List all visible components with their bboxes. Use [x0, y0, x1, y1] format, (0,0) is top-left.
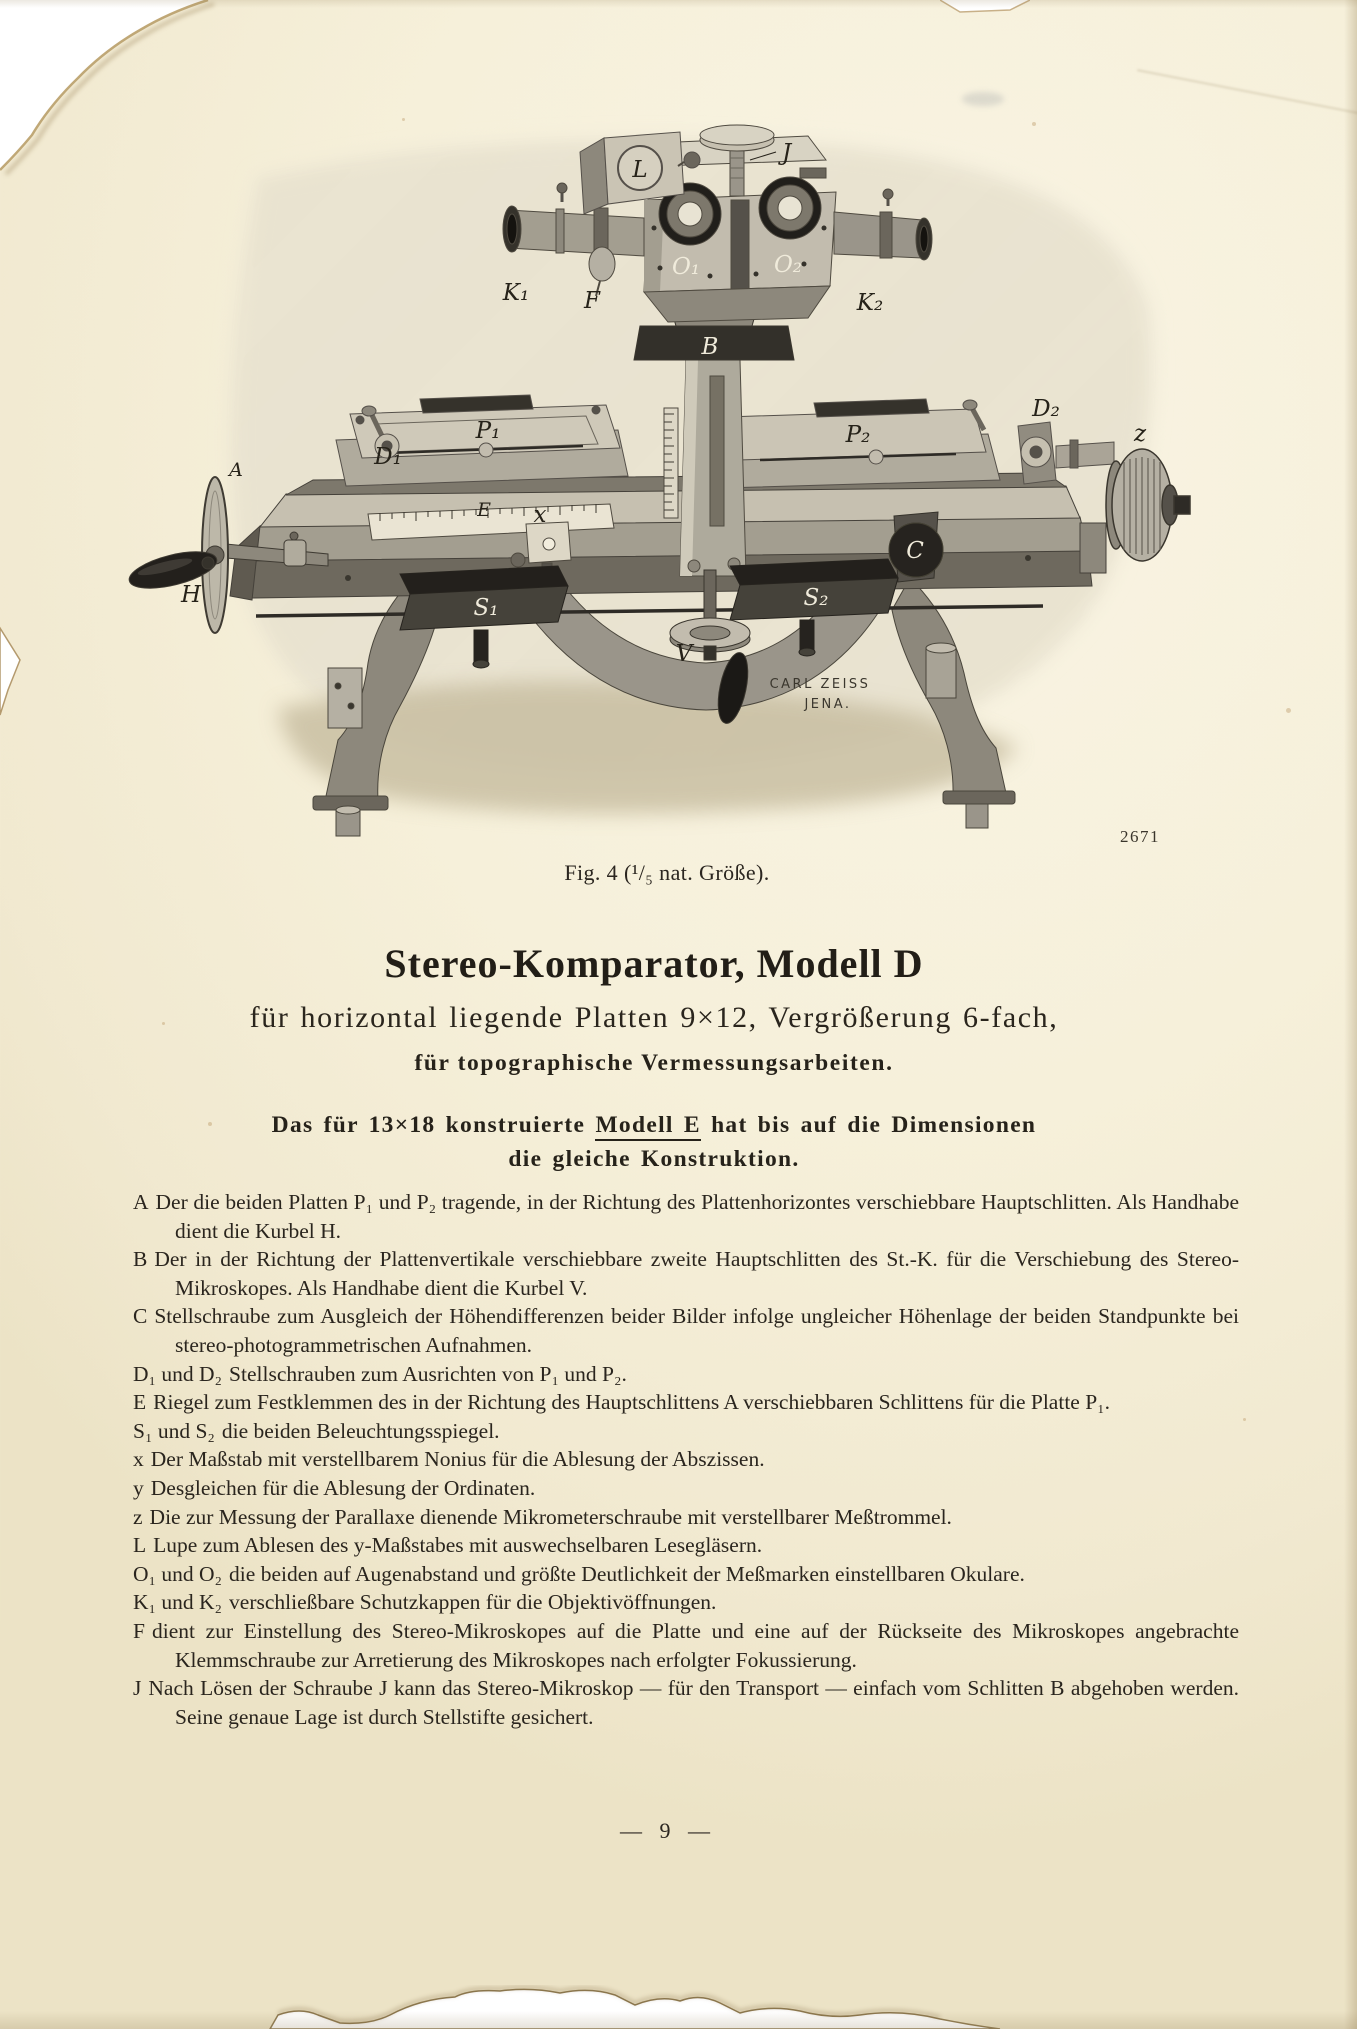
legend-term: C — [133, 1304, 148, 1329]
brand-line1: CARL ZEISS — [769, 677, 871, 692]
legend-text: Riegel zum Festklemmen des in der Richtung des Hauptschlittens A verschiebbaren Schlittens für die Platte P₁. — [153, 1390, 1111, 1415]
legend-term: y — [133, 1475, 144, 1500]
legend-text: Der Maßstab mit verstellbarem Nonius für die Ablesung der Abszissen. — [150, 1447, 765, 1472]
plate-number: 2671 — [1120, 827, 1160, 846]
legend-term: O₁ und O₂ — [133, 1561, 223, 1586]
legend-text: die beiden auf Augenabstand und größte Deutlichkeit der Meßmarken einstellbaren Okulare. — [229, 1561, 1025, 1586]
legend-term: D₁ und D₂ — [133, 1361, 223, 1386]
label-s2: S₂ — [803, 585, 829, 611]
legend-term: x — [133, 1447, 144, 1472]
legend-item — [133, 1360, 1239, 1389]
legend-text: Stellschraube zum Ausgleich der Höhendifferenzen beider Bilder infolge ungleicher Höhenlage der beiden Standpunkte bei stereo-photogrammetrischen Aufnahmen. — [154, 1304, 1239, 1357]
legend-text: Desgleichen für die Ablesung der Ordinaten. — [150, 1475, 536, 1500]
label-d1: D₁ — [374, 444, 402, 470]
legend-text: Lupe zum Ablesen des y-Maßstabes mit auswechselbaren Lesegläsern. — [153, 1533, 763, 1558]
legend-text: dient zur Einstellung des Stereo-Mikroskopes auf die Platte und eine auf der Rückseite des Mikroskopes angebrachte Klemmschraube zur Arretierung des Mikroskopes nach erfolgter Fokussierung. — [151, 1618, 1239, 1672]
note-pre: Das für 13×18 konstruierte — [271, 1112, 596, 1138]
legend-item — [133, 1560, 1239, 1589]
label-j: J — [782, 140, 792, 166]
foxing-speck — [208, 1122, 212, 1126]
foxing-speck — [1286, 708, 1291, 713]
label-k2: K₂ — [856, 290, 884, 316]
legend-item — [133, 1503, 1239, 1532]
legend-item — [133, 1417, 1239, 1446]
foxing-speck — [1032, 122, 1036, 126]
parts-legend — [133, 1188, 1239, 1731]
stereo-comparator-photo — [88, 108, 1208, 848]
page-number: — 9 — — [620, 1818, 710, 1843]
model-e-note — [64, 1108, 1244, 1176]
legend-item — [133, 1531, 1239, 1560]
legend-text: Die zur Messung der Parallaxe dienende Mikrometerschraube mit verstellbarer Meßtrommel. — [149, 1504, 952, 1529]
legend-item — [133, 1188, 1239, 1245]
torn-corner-top-left — [0, 0, 250, 200]
legend-term: J — [133, 1676, 142, 1701]
note-post: hat bis auf die Dimensionen — [700, 1112, 1037, 1138]
legend-text: Der die beiden Platten P₁ und P₂ tragende, in der Richtung des Plattenhorizontes verschiebbare Hauptschlitten. Als Handhabe dient die Kurbel H. — [155, 1190, 1239, 1243]
legend-item — [133, 1302, 1239, 1359]
label-v: V — [675, 641, 693, 667]
legend-term: K₁ und K₂ — [133, 1590, 223, 1615]
label-a: A — [229, 459, 243, 481]
note-underlined: Modell E — [595, 1112, 700, 1141]
figure-caption: Fig. 4 (¹/₅ nat. Größe). — [564, 860, 770, 885]
page-edge-shadow-right — [1344, 0, 1357, 2029]
legend-item — [133, 1588, 1239, 1617]
label-s1: S₁ — [473, 595, 499, 621]
legend-term: z — [133, 1504, 143, 1529]
legend-text: die beiden Beleuchtungsspiegel. — [221, 1418, 500, 1443]
page-title: Stereo-Komparator, Modell D — [384, 941, 924, 986]
legend-term: B — [133, 1247, 148, 1272]
foxing-speck — [162, 1022, 165, 1025]
subtitle-line2: für topographische Vermessungsarbeiten. — [414, 1050, 894, 1076]
legend-item — [133, 1474, 1239, 1503]
legend-term: A — [133, 1190, 149, 1214]
legend-text: Stellschrauben zum Ausrichten von P₁ und P₂. — [229, 1361, 627, 1386]
legend-term: S₁ und S₂ — [133, 1418, 215, 1443]
legend-text: verschließbare Schutzkappen für die Objektivöffnungen. — [229, 1590, 717, 1615]
foxing-speck — [402, 118, 405, 121]
legend-term: L — [133, 1533, 147, 1558]
micrometer-drum-z — [1106, 449, 1190, 561]
label-c: C — [906, 538, 924, 564]
label-d2: D₂ — [1032, 396, 1060, 422]
subtitle-line1: für horizontal liegende Platten 9×12, Vergrößerung 6-fach, — [249, 1001, 1059, 1034]
legend-term: E — [133, 1390, 147, 1415]
label-l-icon: L — [632, 157, 648, 183]
label-o2: O₂ — [773, 252, 803, 278]
legend-item — [133, 1445, 1239, 1474]
label-f: F — [584, 288, 600, 314]
label-h: H — [180, 582, 202, 608]
legend-text: Nach Lösen der Schraube J kann das Stereo-Mikroskop — für den Transport — einfach vom Schlitten B abgehoben werden. Seine genaue Lage ist durch Stellstifte gesichert. — [148, 1676, 1239, 1729]
legend-item — [133, 1674, 1239, 1731]
label-b: B — [701, 334, 719, 360]
legend-item — [133, 1388, 1239, 1417]
label-k1: K₁ — [502, 280, 530, 306]
page-edge-shadow-top — [0, 0, 1357, 8]
label-x: x — [533, 502, 547, 528]
legend-item — [133, 1617, 1239, 1674]
label-o1: O₁ — [671, 254, 701, 280]
brand-line2: JENA. — [804, 697, 852, 712]
page-edge-shadow-bottom — [0, 2011, 1357, 2029]
label-e: E — [477, 499, 491, 521]
torn-edge-left — [0, 620, 30, 720]
label-p2: P₂ — [845, 422, 871, 448]
note-line2: die gleiche Konstruktion. — [508, 1146, 800, 1172]
label-z: z — [1133, 421, 1147, 447]
paper-smudge — [962, 92, 1004, 106]
foxing-speck — [1243, 1418, 1246, 1421]
legend-text: Der in der Richtung der Plattenvertikale verschiebbare zweite Hauptschlitten des St.-K. für die Verschiebung des Stereo-Mikroskopes. Als Handhabe dient die Kurbel V. — [154, 1247, 1239, 1300]
legend-term: F — [133, 1618, 145, 1643]
legend-item — [133, 1245, 1239, 1302]
label-p1: P₁ — [475, 418, 501, 444]
